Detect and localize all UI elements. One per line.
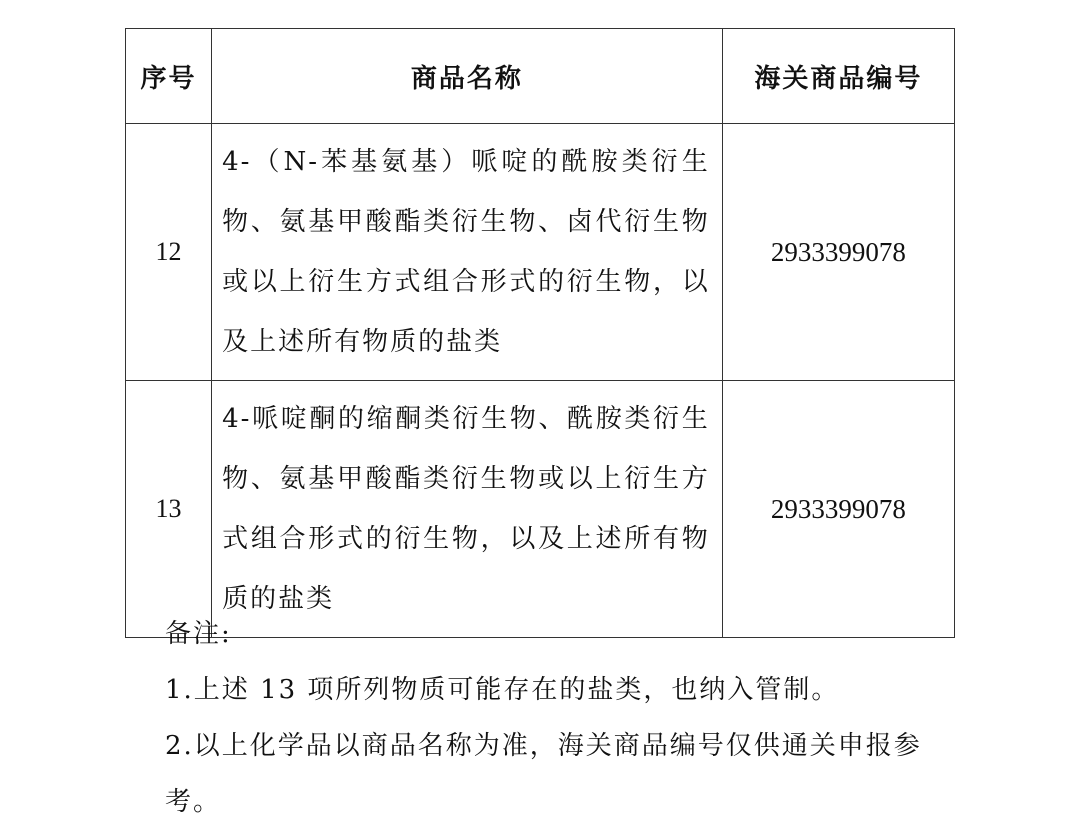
notes-title: 备注:: [165, 619, 232, 649]
notes-section: [165, 606, 945, 830]
customs-code-cell: 2933399078: [722, 381, 954, 638]
customs-code-cell: 2933399078: [722, 124, 954, 381]
product-name-cell: 4-哌啶酮的缩酮类衍生物、酰胺类衍生物、氨基甲酸酯类衍生物或以上衍生方式组合形式的衍生物，以及上述所有物质的盐类: [212, 381, 723, 638]
table-header-row: [126, 29, 955, 124]
table-row: [126, 124, 955, 381]
product-name-cell: 4-（N-苯基氨基）哌啶的酰胺类衍生物、氨基甲酸酯类衍生物、卤代衍生物或以上衍生方式组合形式的衍生物，以及上述所有物质的盐类: [212, 124, 723, 381]
header-product-name: 商品名称: [212, 29, 723, 124]
header-serial-number: 序号: [126, 29, 212, 124]
table-row: [126, 381, 955, 638]
note-item-1: 1.上述 13 项所列物质可能存在的盐类，也纳入管制。: [165, 675, 840, 705]
controlled-substances-table: [125, 28, 955, 638]
header-customs-code: 海关商品编号: [722, 29, 954, 124]
serial-number-cell: 13: [126, 381, 212, 638]
note-item-2: 2.以上化学品以商品名称为准，海关商品编号仅供通关申报参考。: [165, 731, 922, 817]
serial-number-cell: 12: [126, 124, 212, 381]
